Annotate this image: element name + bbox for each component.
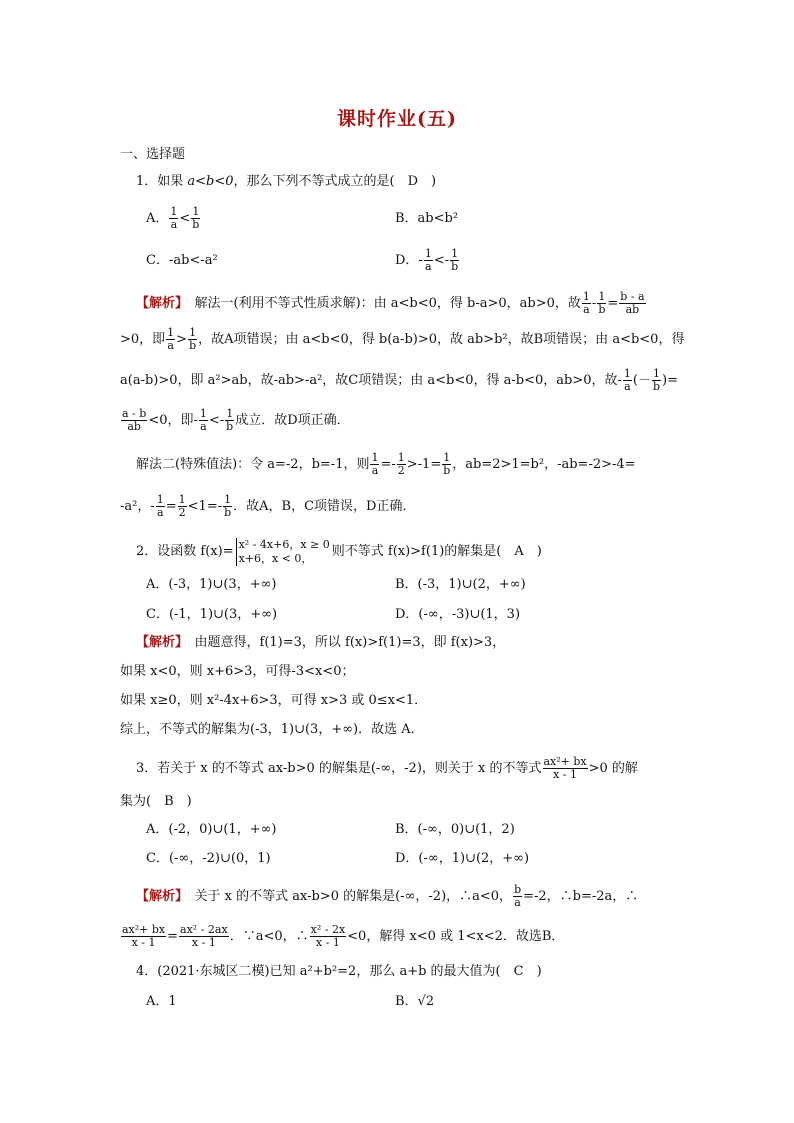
section-heading: 一、选择题 <box>120 147 186 162</box>
question-3-stem-line-1: 3．若关于 x 的不等式 ax-b>0 的解集是(-∞，-2)，则关于 x 的不等式 $\frac{\text{ax²+ bx}}{x - 1}$ >0 的解 <box>136 755 638 781</box>
question-4-stem: 4．(2021·东城区二模)已知 a²+b²=2，那么 a+b 的最大值为( C ) <box>136 964 542 979</box>
answer-1-line-4: $\frac{a - b}{ab}$ <0，即- $\frac{1}{a}$ <- $\frac{1}{b}$ 成立．故D项正确． <box>122 407 350 433</box>
q4-option-a: A．1 <box>146 994 177 1009</box>
q3-option-c: C．(-∞，-2)∪(0，1) <box>146 851 271 866</box>
answer-2-line-3: 如果 x≥0，则 x²-4x+6>3，可得 x>3 或 0≤x<1． <box>120 693 428 708</box>
q2-option-a: A．(-3，1)∪(3，+∞) <box>146 577 277 592</box>
question-1-stem: 1．如果 a<b<0，那么下列不等式成立的是( D ) <box>136 174 437 189</box>
q4-option-b: B．√2 <box>395 994 435 1009</box>
q1-option-a: A． $\frac{1}{a}$ < $\frac{1}{b}$ <box>146 205 200 231</box>
q2-option-b: B．(-3，1)∪(2，+∞) <box>395 577 526 592</box>
answer-2-line-4: 综上，不等式的解集为(-3，1)∪(3，+∞)．故选 A． <box>120 722 424 737</box>
answer-1-line-3: a(a-b)>0，即 a²>ab，故-ab>-a²，故C项错误；由 a<b<0，得 a-b<0，ab>0，故- $\frac{1}{a}$ (－ $\frac{1}{b}$ )= <box>120 367 678 393</box>
q1-option-b: B．ab<b² <box>395 211 459 226</box>
q2-option-c: C．(-1，1)∪(3，+∞) <box>146 607 278 622</box>
q1-option-d: D．- $\frac{1}{a}$ <- $\frac{1}{b}$ <box>395 247 459 273</box>
answer-2-line-1: 【解析】 由题意得，f(1)=3，所以 f(x)>f(1)=3，即 f(x)>3， <box>136 635 506 650</box>
answer-3-line-1: 【解析】 关于 x 的不等式 ax-b>0 的解集是(-∞，-2)，∴a<0， $\frac{b}{a}$ =-2，∴b=-2a，∴ <box>136 883 639 909</box>
answer-1-line-1: 【解析】 解法一(利用不等式性质求解)：由 a<b<0，得 b-a>0，ab>0，故 $\frac{1}{a}$ - $\frac{1}{b}$ = $\frac{b - a}{ab}$ <box>136 290 645 316</box>
answer-2-line-2: 如果 x<0，则 x+6>3，可得-3<x<0； <box>120 664 355 679</box>
q3-option-a: A．(-2，0)∪(1，+∞) <box>146 822 277 837</box>
question-2-stem: 2．设函数 f(x)= x² - 4x+6，x ≥ 0 x+6，x < 0， 则不等式 f(x)>f(1)的解集是( A ) <box>136 538 542 565</box>
q3-option-d: D．(-∞，1)∪(2，+∞) <box>395 851 530 866</box>
q1-option-c: C．-ab<-a² <box>146 253 218 268</box>
question-3-stem-line-2: 集为( B ) <box>120 794 192 809</box>
answer-1-line-2: >0，即 $\frac{1}{a}$ > $\frac{1}{b}$ ，故A项错误；由 a<b<0，得 b(a-b)>0，故 ab>b²，故B项错误；由 a<b<0，得 <box>120 326 685 352</box>
q2-option-d: D．(-∞，-3)∪(1，3) <box>395 607 521 622</box>
answer-1-line-5: 解法二(特殊值法)：令 a=-2，b=-1，则 $\frac{1}{a}$ =- $\frac{1}{2}$ >-1= $\frac{1}{b}$ ，ab=2>1=b²，-ab=-2>-4= <box>136 451 636 477</box>
answer-3-line-2: $\frac{\text{ax²+ bx}}{x - 1}$ = $\frac{\text{ax² - 2ax}}{x - 1}$ ．∵a<0，∴ $\frac{\text{x² - 2x}}{x - 1}$ <0，解得 x<0 或 1<x<2．故选B． <box>122 923 565 949</box>
answer-1-line-6: -a²，- $\frac{1}{a}$ = $\frac{1}{2}$ <1=- $\frac{1}{b}$ ．故A，B，C项错误，D正确． <box>120 493 416 519</box>
q3-option-b: B．(-∞，0)∪(1，2) <box>395 822 515 837</box>
page-title: 课时作业(五) <box>337 108 457 130</box>
